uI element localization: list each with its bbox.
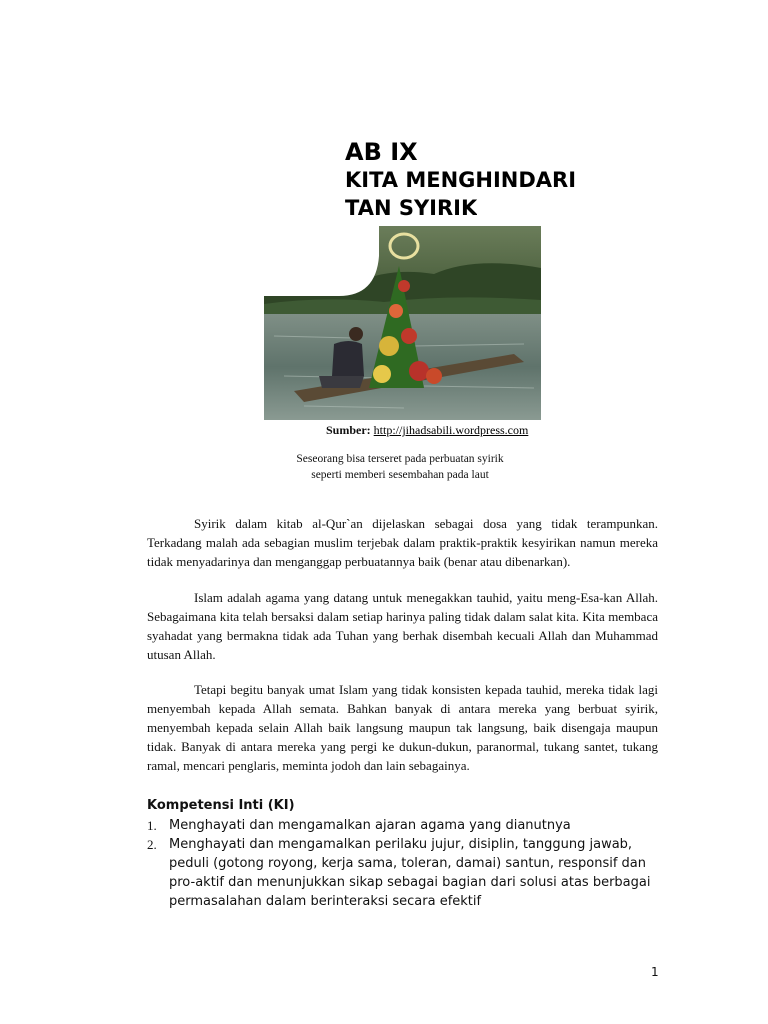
page-number: 1 — [651, 965, 659, 979]
chapter-title-line2: TAN SYIRIK — [345, 196, 478, 220]
offering-photo-image — [264, 226, 541, 420]
paragraph-2: Islam adalah agama yang datang untuk menegakkan tauhid, yaitu meng-Esa-kan Allah. Sebagaimana kita telah bersaksi dalam setiap harinya paling tidak dalam salat kita. Kita membaca syahadat yang bermakna tidak ada Tuhan yang berhak disembah kecuali Allah dan Muhammad utusan Allah. — [147, 590, 658, 662]
kompetensi-item-number: 2. — [147, 837, 157, 852]
kompetensi-item-text: Menghayati dan mengamalkan perilaku jujur, disiplin, tanggung jawab, peduli (gotong royong, kerja sama, toleran, damai) santun, responsif dan pro-aktif dan menunjukkan sikap sebagai bagian dari solusi atas berbagai permasalahan dalam berinteraksi secara efektif — [169, 837, 651, 909]
kompetensi-item-number: 1. — [147, 818, 157, 833]
image-caption-line2: seperti memberi sesembahan pada laut — [311, 469, 489, 481]
offering-photo — [264, 226, 541, 420]
kompetensi-item-text: Menghayati dan mengamalkan ajaran agama yang dianutnya — [169, 818, 571, 833]
paragraph-1: Syirik dalam kitab al-Qur`an dijelaskan sebagai dosa yang tidak terampunkan. Terkadang malah ada sebagian muslim terjebak dalam praktik-praktik kesyirikan namun mereka tidak menyadarinya dan menganggap perbuatannya baik (benar atau dibenarkan). — [147, 516, 658, 569]
chapter-title-line1: KITA MENGHINDARI — [345, 168, 577, 192]
kompetensi-list — [147, 816, 667, 911]
chapter-number: AB IX — [345, 138, 418, 166]
paragraph-3: Tetapi begitu banyak umat Islam yang tidak konsisten kepada tauhid, mereka tidak lagi menyembah kepada Allah semata. Bahkan banyak di antara mereka yang berbuat syirik, menyembah kepada selain Allah baik langsung maupun tak langsung, baik disengaja maupun tidak. Banyak di antara mereka yang pergi ke dukun-dukun, paranormal, tukang santet, tukang ramal, mencari penglaris, meminta jodoh dan lain sebagainya. — [147, 682, 658, 773]
source-link[interactable]: http://jihadsabili.wordpress.com — [373, 423, 529, 437]
kompetensi-item — [147, 816, 667, 835]
image-source: Sumber: http://jihadsabili.wordpress.com — [326, 423, 529, 437]
image-caption-line1: Seseorang bisa terseret pada perbuatan syirik — [296, 453, 504, 465]
kompetensi-item — [147, 835, 667, 911]
kompetensi-title: Kompetensi Inti (KI) — [147, 798, 295, 813]
